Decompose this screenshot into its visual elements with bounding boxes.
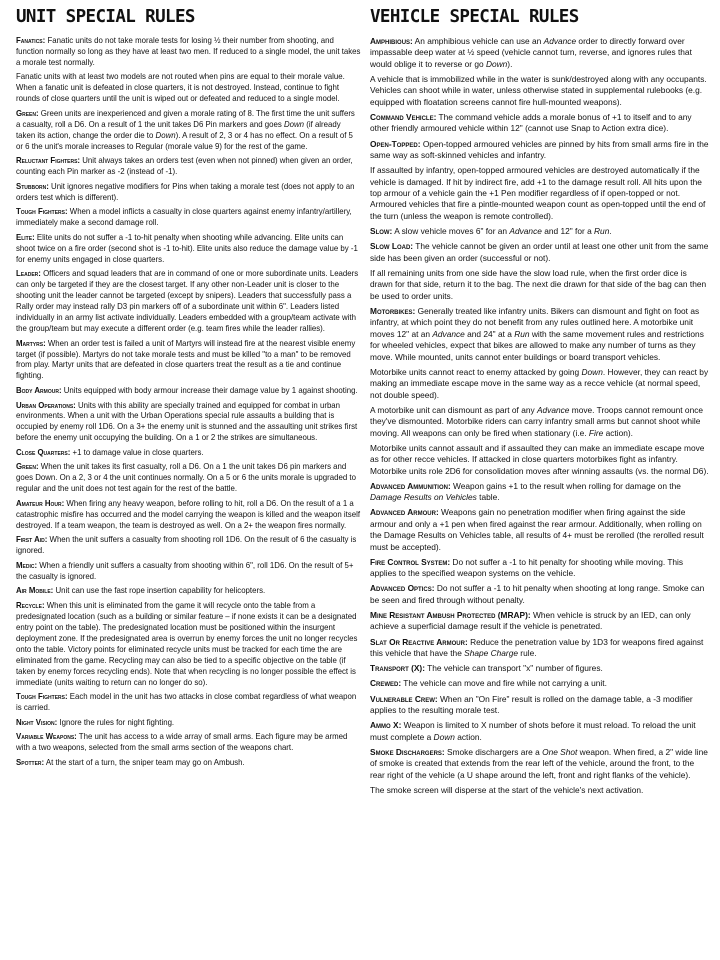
rule-text: Each model in the unit has two attacks in close combat regardless of what weapon is carried. xyxy=(16,692,357,713)
rule-text: Do not suffer a -1 to hit penalty for shooting while moving. This applies to the specified weapon systems on the vehicle. xyxy=(370,556,684,579)
rule-name: Tough Fighters: xyxy=(16,207,68,217)
rule-name: Command Vehicle: xyxy=(370,112,437,123)
rule-term: Fire xyxy=(588,427,604,438)
rule-leader xyxy=(16,269,361,335)
rule-text: Motorbike units cannot react to enemy attacked by going xyxy=(370,366,582,377)
rule-fanatics xyxy=(16,36,361,69)
rule-text: ). xyxy=(507,58,513,69)
rule-elite xyxy=(16,233,361,266)
rule-text: weapon. When fired, a 2" wide line of smoke is created that extends from the rear left of the vehicle, around the front, to the rear right of the vehicle (a U shape around the left, front and right flanks of the vehicle). xyxy=(370,746,708,780)
rule-term: Down xyxy=(485,58,508,69)
rule-ammo-x xyxy=(370,720,710,743)
rule-advanced-ammunition xyxy=(370,481,710,504)
rule-text: The vehicle cannot be given an order until at least one other unit from the same side has been given an order (successful or not). xyxy=(370,241,709,263)
rule-crewed xyxy=(370,678,710,689)
rule-name: Slow: xyxy=(370,226,393,237)
rule-name: Ammo X: xyxy=(370,720,402,731)
rule-text: Elite units do not suffer a -1 to-hit penalty when shooting while advancing. Elite units can shoot twice on a fire order (second shot is -1 to-hit). Elite units also reduce the damage value by -1 for enemy units engaged in close quarters. xyxy=(16,232,358,264)
rule-term: Advance xyxy=(509,226,542,237)
rule-name: Reluctant Fighters: xyxy=(16,156,81,166)
vehicle-rules-column xyxy=(370,6,710,800)
rule-motorbikes xyxy=(370,306,710,363)
rule-text: order to directly forward over impassable deep water at ½ speed (vehicle cannot turn, reverse, and ignores rules that would oblige it to reverse or go xyxy=(370,36,692,69)
rule-command-vehicle xyxy=(370,112,710,135)
rule-slow-load xyxy=(370,241,710,264)
rule-text: Smoke dischargers are a xyxy=(444,746,543,757)
rule-first-aid xyxy=(16,535,361,557)
rule-name: Fire Control System: xyxy=(370,556,451,567)
rule-text: table. xyxy=(476,492,500,503)
rule-name: Medic: xyxy=(16,560,38,570)
rule-name: Night Vision: xyxy=(16,717,58,727)
rule-text: When this unit is eliminated from the game it will recycle onto the table from a predesignated location (such as a building or similar feature – if none exists it can be a designated entry point on the table). The predesignated location must be positioned within the insurgent deployment zone. If the predesignated area is overrun by enemy forces the unit no longer recycles onto the table. Victory points for eliminated recycle units must be tracked for each time the are eliminated from the game. Recycling may can also be tied to a specific objective on the table (if taken by enemy forces recycling ends). Note that when recycling is no longer possible the effect is immediate (units waiting to return can no longer do so). xyxy=(16,600,358,687)
rule-text: If all remaining units from one side have the slow load rule, when the first order dice is drawn for that side, return it to the bag. The next die drawn for that side of the bag can then be used to order units. xyxy=(370,267,707,301)
rule-name: Advanced Armour: xyxy=(370,507,439,518)
rule-continuation xyxy=(370,74,710,108)
rule-text: action. xyxy=(454,731,482,742)
rule-text: When an "On Fire" result is rolled on the damage table, a -3 modifier applies to the resulting morale test. xyxy=(370,693,693,716)
rule-tough-fighters xyxy=(16,692,361,714)
rule-term: Shape Charge xyxy=(464,648,518,659)
rule-term: Down xyxy=(581,366,603,377)
rule-name: Smoke Dischargers: xyxy=(370,746,445,757)
rule-text: The smoke screen will disperse at the start of the vehicle's next activation. xyxy=(370,784,644,795)
rule-text: rule. xyxy=(517,648,537,659)
vehicle-rules-list xyxy=(370,36,710,796)
rule-continuation xyxy=(370,165,710,222)
rule-name: Transport (X): xyxy=(370,663,425,674)
rule-advanced-optics xyxy=(370,583,710,606)
rule-text: Unit can use the fast rope insertion capability for helicopters. xyxy=(53,586,266,596)
rule-name: Amateur Hour: xyxy=(16,498,65,508)
rule-green xyxy=(16,109,361,153)
rule-air-mobile xyxy=(16,586,361,597)
rule-text: The unit has access to a wide array of small arms. Each figure may be armed with a two weapons, selected from the small arms section of the weapons chart. xyxy=(16,732,348,753)
rule-name: Stubborn: xyxy=(16,181,49,191)
rule-text: Green units are inexperienced and given a morale rating of 8. The first time the unit suffers a casualty, roll a D6. On a result of 1 the unit takes D6 Pin markers and goes xyxy=(16,108,355,129)
rule-text: ). A result of 2, 3 or 4 has no effect. On a result of 5 or 6 the unit's morale increases to Regular (morale value 9) for the rest of the game. xyxy=(16,130,353,151)
rule-amateur-hour xyxy=(16,499,361,532)
rule-text: Units equipped with body armour increase their damage value by 1 against shooting. xyxy=(61,385,358,395)
rule-term: Run xyxy=(594,226,610,237)
rule-text: Unit always takes an orders test (even when not pinned) when given an order, counting each Pin marker as -2 (instead of -1). xyxy=(16,156,353,177)
rule-text: and 12" for a xyxy=(541,226,595,237)
rule-text: The vehicle can transport "x" number of figures. xyxy=(424,663,603,674)
rule-text: with the same movement rules and restrictions for wheeled vehicles, expect that bikes are allowed to make any number of turns as they move. While mounted, units cannot enter buildings or board transport vehicles. xyxy=(370,328,704,362)
rule-slow xyxy=(370,226,710,237)
rule-name: Crewed: xyxy=(370,678,402,689)
rule-text: If assaulted by infantry, open-topped armoured vehicles are destroyed automatically if the vehicle is damaged. If hit by indirect fire, add +1 to the damage result roll. All hits upon the top armour of a vehicle gain the +1 Pen modifier regardless of if open-topped or not. Armoured vehicles that fire a pintle-mounted weapon count as open-topped until the end of the turn (unless the weapon is remote controlled). xyxy=(370,165,706,221)
rule-text: Reduce the penetration value by 1D3 for weapons fired against this vehicle that have the xyxy=(370,636,704,659)
rule-name: Vulnerable Crew: xyxy=(370,693,438,704)
rule-term: Run xyxy=(514,328,530,339)
rule-term: Advance xyxy=(432,328,465,339)
rule-name: Slat Or Reactive Armour: xyxy=(370,636,468,647)
rule-term: Advance xyxy=(543,36,577,46)
rule-name: Martyrs: xyxy=(16,338,46,348)
rule-text: Weapon gains +1 to the result when rolling for damage on the xyxy=(450,480,681,491)
rule-name: Tough Fighters: xyxy=(16,692,68,702)
rule-text: action). xyxy=(603,427,633,438)
rule-continuation xyxy=(370,268,710,302)
rule-name: Spotter: xyxy=(16,757,45,767)
rule-continuation xyxy=(370,785,710,796)
vehicle-rules-heading: VEHICLE SPECIAL RULES xyxy=(370,7,579,27)
rule-night-vision xyxy=(16,718,361,729)
rule-text: A vehicle that is immobilized while in the water is sunk/destroyed along with any occupants. Vehicles can shoot while in water, unless otherwise stated in supplemental rulebooks (e.g. equipped with floatation screens cannot fire hull-mounted weapons). xyxy=(370,74,707,107)
rule-continuation xyxy=(370,405,710,439)
rule-name: Slow Load: xyxy=(370,241,414,252)
rule-spotter xyxy=(16,758,361,769)
rule-text: At the start of a turn, the sniper team may go on Ambush. xyxy=(44,757,245,767)
rule-text: Do not suffer a -1 to hit penalty when shooting at long range. Smoke can be seen and fired through without penalty. xyxy=(370,583,705,605)
rule-name: Air Mobile: xyxy=(16,586,54,596)
rule-term: One Shot xyxy=(542,746,578,757)
rule-name: Green: xyxy=(16,108,39,118)
rule-text: . xyxy=(609,226,612,237)
rule-name: Mine Resistant Ambush Protected (MRAP): xyxy=(370,610,531,621)
rule-reluctant-fighters xyxy=(16,156,361,178)
rule-slat-or-reactive-armour xyxy=(370,637,710,660)
rule-term: Down xyxy=(155,130,176,140)
rule-term: Damage Results on Vehicles xyxy=(370,492,477,503)
rule-text: Generally treated like infantry units. Bikers can dismount and fight on foot as infantry, at which point they do not benefit from any rules outlined here. A motorbike unit moves 12" at an xyxy=(370,305,700,339)
rule-recycle xyxy=(16,601,361,689)
rule-name: Leader: xyxy=(16,269,41,279)
rule-text: Unit ignores negative modifiers for Pins when taking a morale test (does not apply to an orders test which is different). xyxy=(16,181,355,202)
rule-name: Elite: xyxy=(16,232,35,242)
rule-text: Fanatic units with at least two models are not routed when pins are equal to their morale value. When a fanatic unit is defeated in close quarters, it is not destroyed. Instead, continue to fight rounds of close quarters until the unit is wiped out or defeated and reduced to a single model. xyxy=(16,72,345,104)
rule-text: When a model inflicts a casualty in close quarters against enemy infantry/artillery, immediately make a second damage roll. xyxy=(16,207,352,228)
rule-smoke-dischargers xyxy=(370,747,710,781)
rule-text: Open-topped armoured vehicles are pinned by hits from small arms fire in the same way as soft-skinned vehicles and infantry. xyxy=(370,138,709,161)
rule-name: Advanced Optics: xyxy=(370,583,435,594)
rule-name: Motorbikes: xyxy=(370,305,416,316)
rule-name: Body Armour: xyxy=(16,385,62,395)
rule-text: When vehicle is struck by an IED, can only achieve a superficial damage result if the vehicle is penetrated. xyxy=(370,610,691,632)
rule-text: An amphibious vehicle can use an xyxy=(412,36,544,46)
rule-name: First Aid: xyxy=(16,535,48,545)
rule-urban-operations xyxy=(16,401,361,445)
rule-text: and 24" at a xyxy=(464,328,515,339)
rule-martyrs xyxy=(16,339,361,383)
rule-name: Close Quarters: xyxy=(16,447,71,457)
rule-text: Weapons gain no penetration modifier when firing against the side armour and only a +1 pen when fired against the rear armour. Additionally, when rolling on the Damage Results on Vehicles table, all results of 4+ must be rerolled (the rerolled result must be accepted). xyxy=(370,507,704,552)
rule-text: The vehicle can move and fire while not carrying a unit. xyxy=(401,678,607,689)
rule-text: A slow vehicle moves 6" for an xyxy=(392,226,510,237)
rule-text: When an order test is failed a unit of Martyrs will instead fire at the nearest visible enemy target (if possible). Martyrs do not take morale tests and must be killed "to a man" to be removed from play. Martyr units that are defeated in close quarters treat the result as a tie and continue fighting. xyxy=(16,338,356,381)
rule-text: Officers and squad leaders that are in command of one or more subordinate units. Leaders can only be targeted if they are the closest target. If any other non-Leader unit is closer to the shooting unit the leader cannot be targeted (except by snipers). Leaders that successfully pass a Rally order may instead rally D3 pin markers off of a subordinate unit within 6". Leaders listed individually in an army list activate individually. Leaders embedded with a group/team activate with the group/team but may execute a different order (e.g. team fires while the leader rallies). xyxy=(16,269,359,334)
rule-transport-x xyxy=(370,663,710,674)
rule-text: Units with this ability are specially trained and equipped for combat in urban environments. When a unit with the Urban Operations special rule assaults a building that is occupied by enemy roll 1D6. On a 3+ the enemy unit is stunned and the assaulting unit strikes first before the enemy unit occupying the building. On a 1 or 2 the strikes are simultaneous. xyxy=(16,400,358,443)
rule-continuation xyxy=(16,72,361,105)
unit-rules-heading: UNIT SPECIAL RULES xyxy=(16,7,195,27)
rule-term: Down xyxy=(433,731,455,742)
rule-name: Fanatics: xyxy=(16,36,46,45)
rule-body-armour xyxy=(16,386,361,397)
rule-name: Variable Weapons: xyxy=(16,732,77,742)
rule-medic xyxy=(16,561,361,583)
rule-text: When firing any heavy weapon, before rolling to hit, roll a D6. On the result of a 1 a catastrophic misfire has occurred and the model carrying the weapon is killed and the weapon itself destroyed. If a team weapon, the team is destroyed as well. On a 2+ the weapon fires normally. xyxy=(16,498,361,530)
rule-text: . However, they can react by making an immediate escape move in the same way as a recce vehicle (at normal speed, not double speed). xyxy=(370,366,709,400)
rule-text: Fanatic units do not take morale tests for losing ½ their number from shooting, and function normally so long as they have at least two men. If reduced to a single model, the unit takes a morale test normally. xyxy=(16,36,361,67)
rule-name: Urban Operations: xyxy=(16,400,76,410)
rule-text: (if already taken its action, change the order die to xyxy=(16,119,341,140)
rule-text: When the unit suffers a casualty from shooting roll 1D6. On the result of 6 the casualty is ignored. xyxy=(16,535,357,556)
rule-stubborn xyxy=(16,182,361,204)
rule-text: Ignore the rules for night fighting. xyxy=(57,717,175,727)
rule-text: A motorbike unit can dismount as part of any xyxy=(370,404,537,415)
unit-rules-list xyxy=(16,36,361,769)
rule-name: Green: xyxy=(16,462,39,472)
rule-close-quarters xyxy=(16,448,361,459)
rule-tough-fighters xyxy=(16,207,361,229)
unit-rules-column xyxy=(16,6,361,772)
rule-text: When a friendly unit suffers a casualty from shooting within 6", roll 1D6. On the result of 5+ the casualty is ignored. xyxy=(16,560,354,581)
rule-vulnerable-crew xyxy=(370,694,710,717)
rule-variable-weapons xyxy=(16,732,361,754)
rule-continuation xyxy=(370,443,710,477)
rule-advanced-armour xyxy=(370,507,710,553)
rule-term: Down xyxy=(283,119,305,129)
rule-text: When the unit takes its first casualty, roll a D6. On a 1 the unit takes D6 pin markers and goes Down. On a 2, 3 or 4 the unit continues normally. On a 5 or 6 the units morale is upgraded to regular and the unit does not test again for the rest of the battle. xyxy=(16,462,356,494)
rule-text: move. Troops cannot remount once they've dismounted. Motorbike riders can carry infantry small arms but cannot shoot while moving. All weapons can only be fired when stationary (i.e. xyxy=(370,404,704,438)
rule-amphibious xyxy=(370,36,710,70)
rule-green xyxy=(16,462,361,495)
rule-name: Advanced Ammunition: xyxy=(370,480,451,491)
rule-text: Weapon is limited to X number of shots before it must reload. To reload the unit must complete a xyxy=(370,720,696,742)
rule-text: +1 to damage value in close quarters. xyxy=(70,447,204,457)
rule-text: Motorbike units cannot assault and if assaulted they can make an immediate escape move as for other recce vehicles. If attacked in close quarters motorbikes fight as infantry. Motorbike units role 2D6 for consolidation moves after winning assaults (vs. the normal D6). xyxy=(370,442,709,476)
rule-continuation xyxy=(370,367,710,401)
rule-fire-control-system xyxy=(370,557,710,580)
rule-name: Recycle: xyxy=(16,600,45,610)
rule-name: Amphibious: xyxy=(370,36,413,46)
rule-open-topped xyxy=(370,139,710,162)
rule-mine-resistant-ambush-protected-mrap xyxy=(370,610,710,633)
rule-text: The command vehicle adds a morale bonus of +1 to itself and to any other friendly armoured vehicle within 12" (cannot use Snap to Action extra dice). xyxy=(370,112,692,134)
rule-name: Open-Topped: xyxy=(370,138,421,149)
rule-term: Advance xyxy=(536,404,570,415)
